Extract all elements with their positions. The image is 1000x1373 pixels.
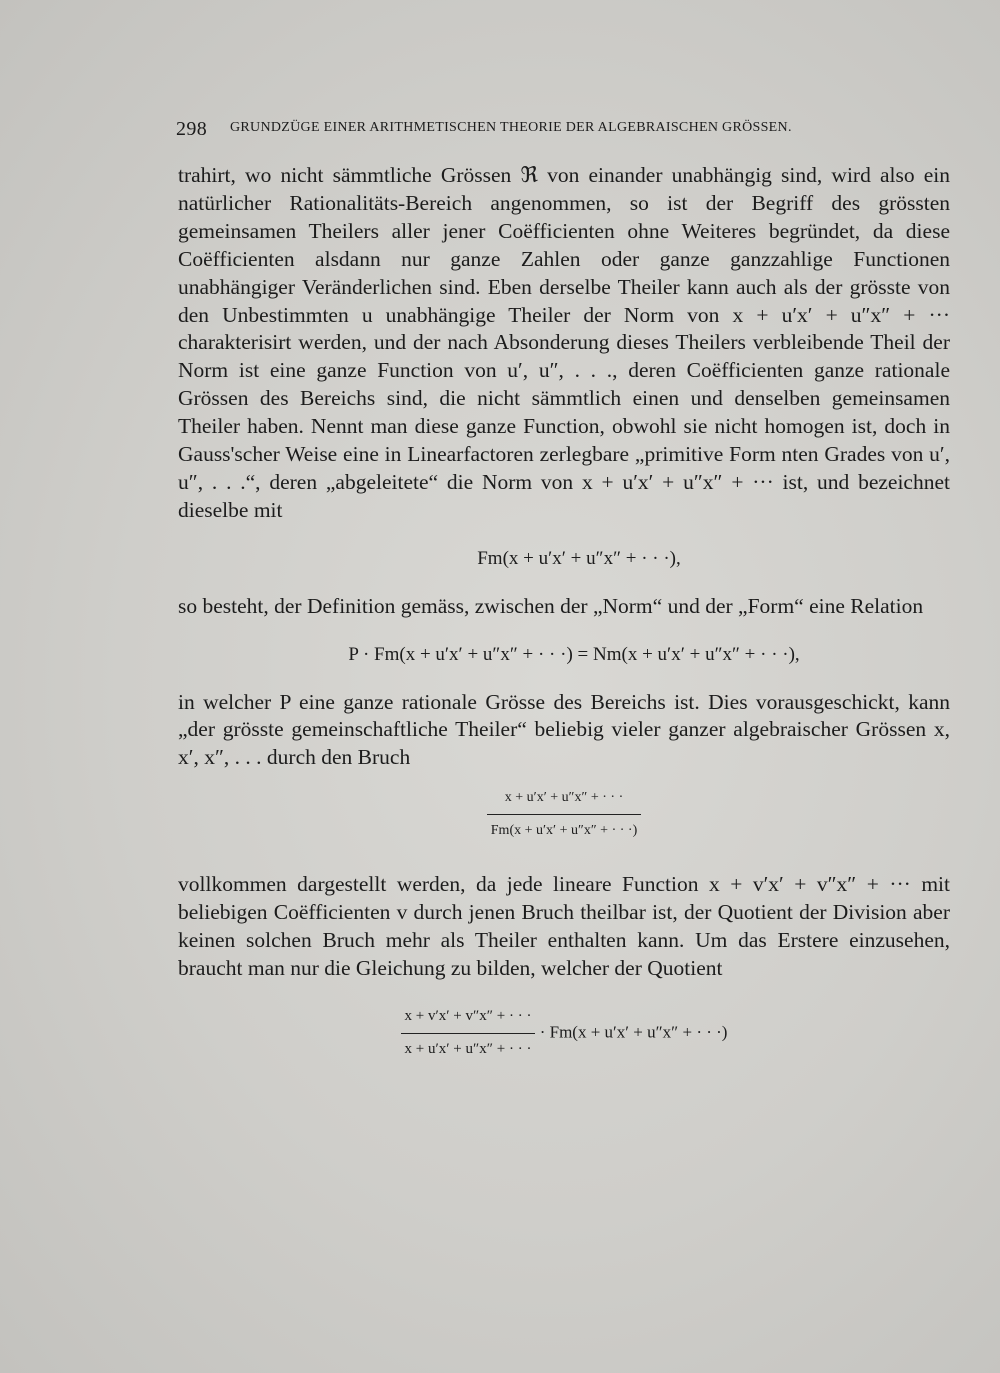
paragraph-4: vollkommen dargestellt werden, da jede lineare Function x + v′x′ + v″x″ + ··· mit beliebigen Coëfficienten v durch jenen Bruch theilbar ist, der Quotient der Division aber keinen solchen Bruch mehr als Theiler enthalten kann. Um das Erstere einzusehen, braucht man nur die Gleichung zu bilden, welcher der Quotient [178,872,950,980]
formula-norm-relation: P · Fm(x + u′x′ + u″x″ + · · ·) = Nm(x + u′x′ + u″x″ + · · ·), [348,643,800,665]
quotient-fraction-numerator: x + v′x′ + v″x″ + · · · [404,1007,532,1024]
quotient-fraction [401,1003,536,1064]
running-head: GRUNDZÜGE EINER ARITHMETISCHEN THEORIE DER ALGEBRAISCHEN GRÖSSEN. [230,120,792,135]
main-text [178,162,950,1063]
quotient-fraction-denominator: x + u′x′ + u″x″ + · · · [401,1033,536,1064]
quotient-factor: · Fm(x + u′x′ + u″x″ + · · ·) [539,1021,728,1041]
page-number: 298 [176,118,208,140]
gcd-fraction-denominator: Fm(x + u′x′ + u″x″ + · · ·) [487,814,641,845]
gcd-fraction [487,784,641,845]
formula-quotient [178,1003,950,1064]
formula-gcd-fraction [178,784,950,845]
page-header [176,114,916,144]
paragraph-2: so besteht, der Definition gemäss, zwischen der „Norm“ und der „Form“ eine Relation [178,593,924,618]
paragraph-3: in welcher P eine ganze rationale Grösse des Bereichs ist. Dies vorausgeschickt, kann „der grösste gemeinschaftliche Theiler“ beliebig vieler ganzer algebraischer Grössen x, x′, x″, . . . durch den Bruch [178,689,950,770]
formula-form: Fm(x + u′x′ + u″x″ + · · ·), [477,547,681,569]
gcd-fraction-numerator: x + u′x′ + u″x″ + · · · [504,790,624,806]
paragraph-1: trahirt, wo nicht sämmtliche Grössen ℜ von einander unabhängig sind, wird also ein natürlicher Rationalitäts-Bereich angenommen, so ist der Begriff des grössten gemeinsamen Theilers aller jener Coëfficienten ohne Weiteres begründet, da diese Coëfficienten alsdann nur ganze Zahlen oder ganze ganzzahlige Functionen unabhängiger Veränderlichen sind. Eben derselbe Theiler kann auch als der grösste von den Unbestimmten u unabhängige Theiler der Norm von x + u′x′ + u″x″ + ··· charakterisirt werden, und der nach Absonderung dieses Theilers verbleibende Theil der Norm ist eine ganze Function von u′, u″, . . ., deren Coëfficienten ganze rationale Grössen des Bereichs sind, die nicht sämmtlich einen und denselben gemeinsamen Theiler haben. Nennt man diese ganze Function, obwohl sie nicht homogen ist, doch in Gauss'scher Weise eine in Linearfactoren zerlegbare „primitive Form nten Grades von u′, u″, . . .“, deren „abgeleitete“ die Norm von x + u′x′ + u″x″ + ··· ist, und bezeichnet dieselbe mit [178,163,950,522]
